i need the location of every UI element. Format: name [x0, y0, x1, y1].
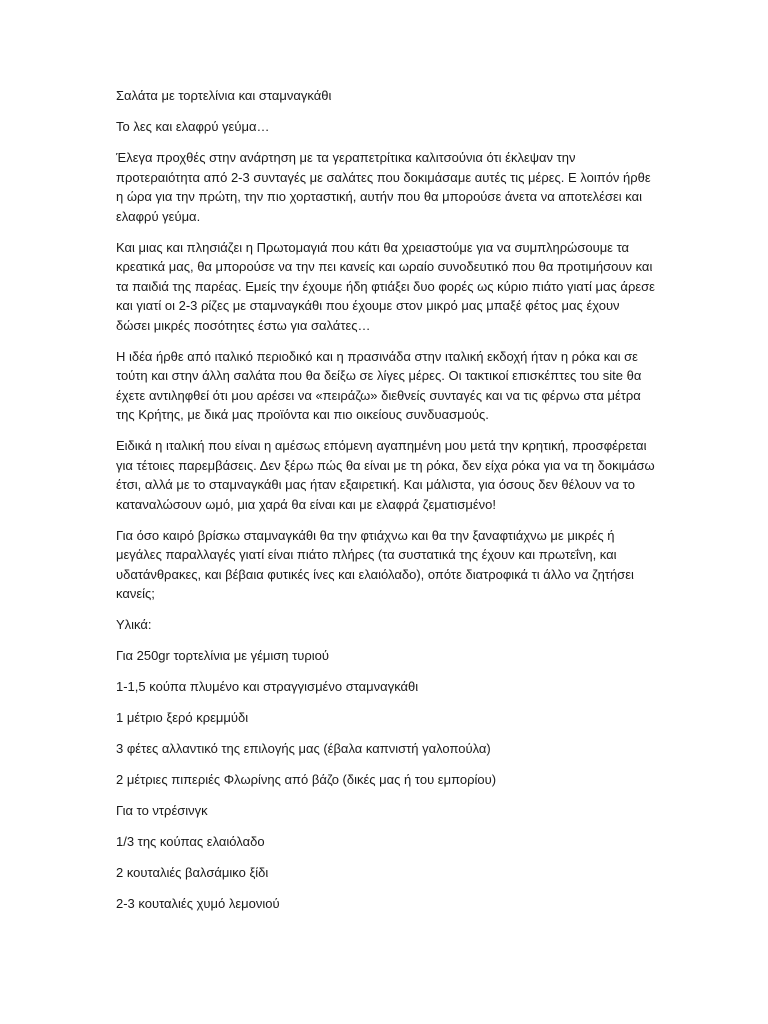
- ingredient-item: 3 φέτες αλλαντικό της επιλογής μας (έβαλα καπνιστή γαλοπούλα): [116, 741, 491, 756]
- dressing-item: 2 κουταλιές βαλσάμικο ξίδι: [116, 865, 269, 880]
- dressing-heading: Για το ντρέσινγκ: [116, 803, 208, 818]
- ingredient-item: 1-1,5 κούπα πλυμένο και στραγγισμένο σταμναγκάθι: [116, 679, 419, 694]
- paragraph: Η ιδέα ήρθε από ιταλικό περιοδικό και η πρασινάδα στην ιταλική εκδοχή ήταν η ρόκα και σε τούτη και στην άλλη σαλάτα που θα δείξω σε λίγες μέρες. Οι τακτικοί επισκέπτες του site θα έχετε αντιληφθεί ότι μου αρέσει να «πειράζω» διεθνείς συνταγές και να τις φέρνω στα μέτρα της Κρήτης, με δικά μας προϊόντα και πιο οικείους συνδυασμούς.: [116, 348, 642, 422]
- dressing-item: 2-3 κουταλιές χυμό λεμονιού: [116, 896, 280, 911]
- paragraph: Έλεγα προχθές στην ανάρτηση με τα γεραπετρίτικα καλιτσούνια ότι έκλεψαν την προτεραιότητα από 2-3 συνταγές με σαλάτες που δοκιμάσαμε αυτές τις μέρες. Ε λοιπόν ήρθε η ώρα για την πρώτη, την πιο χορταστική, αυτήν που θα μπορούσε άνετα να αποτελέσει και ελαφρύ γεύμα.: [116, 150, 651, 224]
- paragraph: Και μιας και πλησιάζει η Πρωτομαγιά που κάτι θα χρειαστούμε για να συμπληρώσουμε τα κρεατικά μας, θα μπορούσε να την πει κανείς και ωραίο συνοδευτικό που θα προτιμήσουν και τα παιδιά της παρέας. Εμείς την έχουμε ήδη φτιάξει δυο φορές ως κύριο πιάτο γιατί μας άρεσε και γιατί οι 2-3 ρίζες με σταμναγκάθι που έχουμε στον μικρό μας μπαξέ φέτος μας έχουν δώσει μικρές ποσότητες έστω για σαλάτες…: [116, 239, 655, 333]
- ingredient-item: Για 250gr τορτελίνια με γέμιση τυριού: [116, 648, 330, 663]
- ingredients-heading: Υλικά:: [116, 617, 152, 632]
- document-title: Σαλάτα με τορτελίνια και σταμναγκάθι: [116, 88, 332, 103]
- ingredient-item: 1 μέτριο ξερό κρεμμύδι: [116, 710, 249, 725]
- intro-line: Το λες και ελαφρύ γεύμα…: [116, 119, 270, 134]
- document-body: [116, 86, 656, 925]
- paragraph: Ειδικά η ιταλική που είναι η αμέσως επόμενη αγαπημένη μου μετά την κρητική, προσφέρεται για τέτοιες παρεμβάσεις. Δεν ξέρω πώς θα είναι με τη ρόκα, δεν είχα ρόκα για να τη δοκιμάσω έτσι, αλλά με το σταμναγκάθι μας ήταν εξαιρετική. Και μάλιστα, για όσους δεν θέλουν να το καταναλώσουν ωμό, μια χαρά θα είναι και με ελαφρά ζεματισμένο!: [116, 438, 655, 512]
- paragraph: Για όσο καιρό βρίσκω σταμναγκάθι θα την φτιάχνω και θα την ξαναφτιάχνω με μικρές ή μεγάλες παραλλαγές γιατί είναι πιάτο πλήρες (τα συστατικά της έχουν και πρωτεΐνη, και υδατάνθρακες, και βέβαια φυτικές ίνες και ελαιόλαδο), οπότε διατροφικά τι άλλο να ζητήσει κανείς;: [116, 527, 634, 601]
- dressing-item: 1/3 της κούπας ελαιόλαδο: [116, 834, 265, 849]
- ingredient-item: 2 μέτριες πιπεριές Φλωρίνης από βάζο (δικές μας ή του εμπορίου): [116, 772, 497, 787]
